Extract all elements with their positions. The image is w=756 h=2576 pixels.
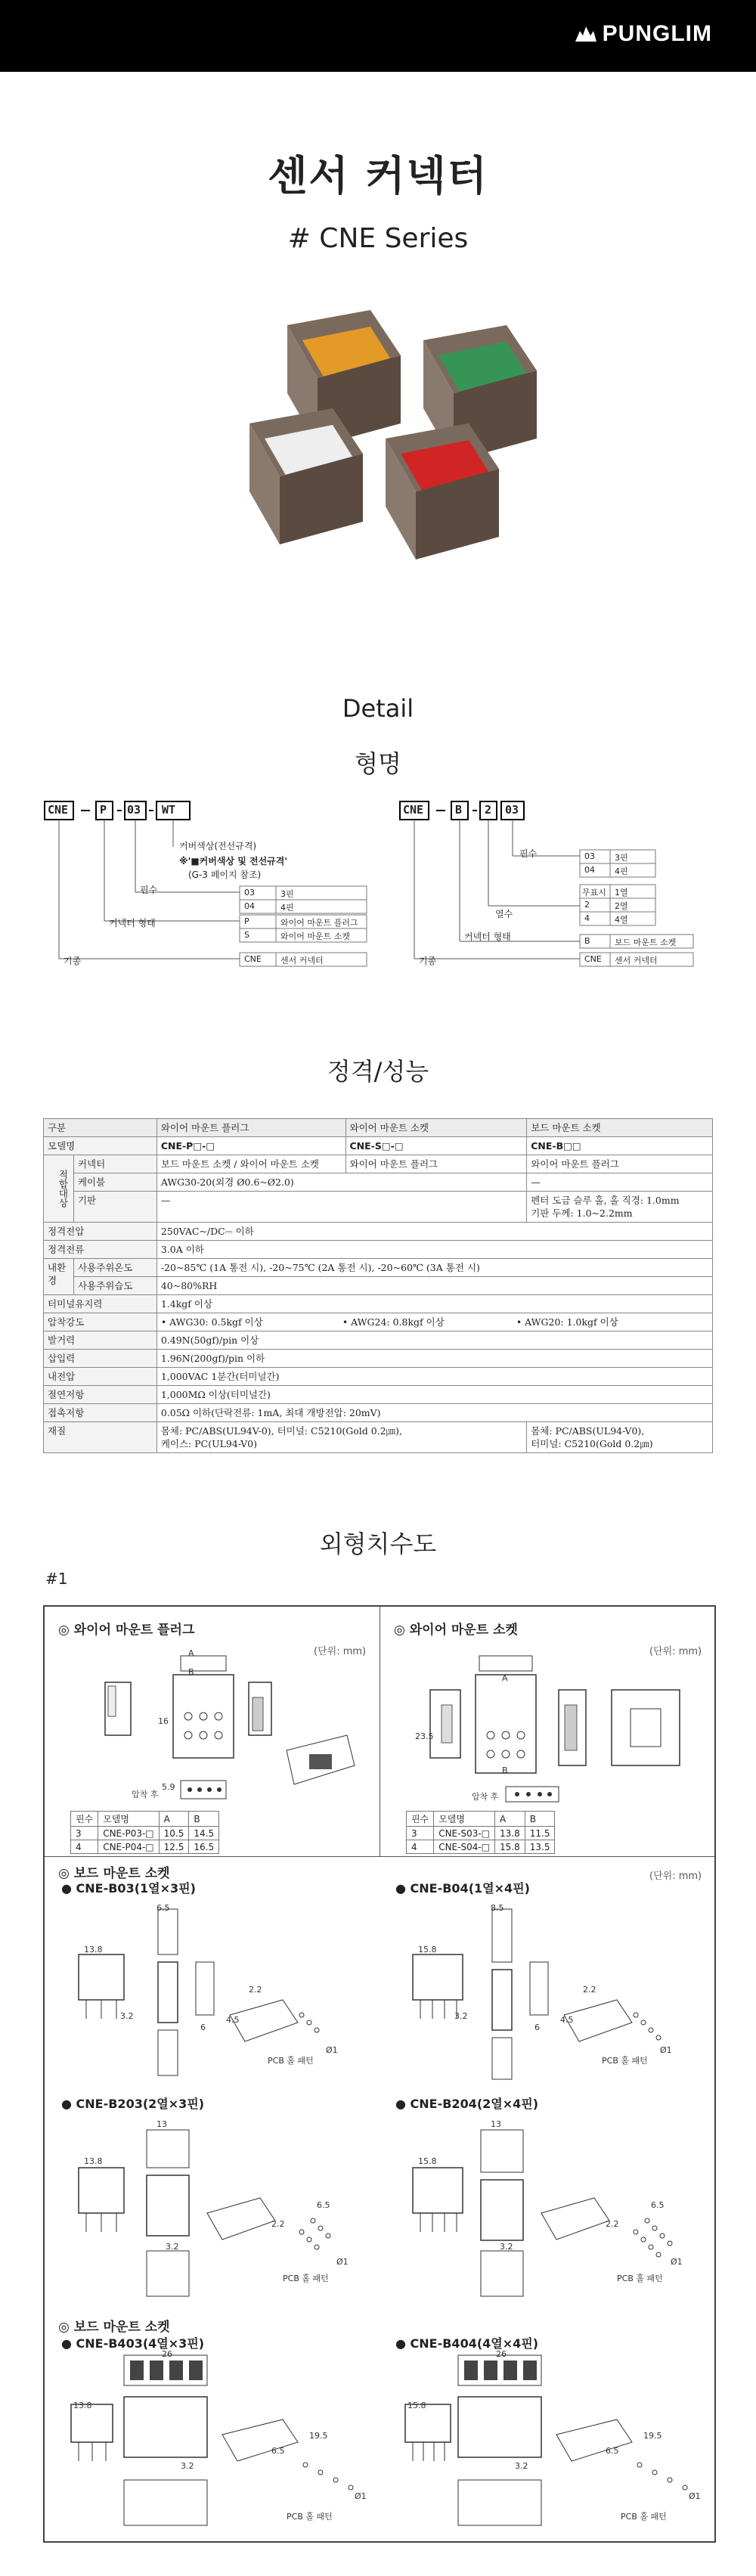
socket-drawing — [423, 1652, 702, 1803]
dim-label: 4.5 — [226, 2015, 240, 2025]
dim-label: 2.2 — [583, 1985, 596, 1995]
dim-label: 8.5 — [491, 1903, 504, 1913]
dim-label: 15.8 — [418, 1945, 437, 1954]
model-right-lines — [398, 794, 716, 990]
base-label: 기종 — [64, 956, 82, 966]
table-cell: 12.5 — [159, 1840, 189, 1854]
spec-label: 정격전압 — [44, 1223, 157, 1241]
spec-cell: CNE-S□-□ — [345, 1137, 527, 1155]
spec-label: 정격전류 — [44, 1241, 157, 1259]
pcb-label: PCB 홀 패턴 — [621, 2512, 667, 2522]
spec-cell: -20~85℃ (1A 통전 시), -20~75℃ (2A 통전 시), -20~60℃ (3A 통전 시) — [156, 1259, 712, 1277]
pins-label: 핀수 — [519, 848, 538, 859]
section-divider — [45, 1856, 714, 1857]
b03-drawing — [64, 1902, 366, 2083]
socket-dim-235: 23.5 — [415, 1731, 434, 1741]
hole-label: Ø1 — [336, 2257, 349, 2267]
b404-drawing — [398, 2351, 708, 2533]
plug-dim-59: 5.9 — [162, 1782, 175, 1792]
spec-label: 사용주위습도 — [73, 1277, 156, 1295]
spec-cell: 1.4kgf 이상 — [156, 1295, 712, 1313]
spec-cell: 와이어 마운트 플러그 — [345, 1155, 527, 1173]
cover-note1: ※'■커버색상 및 전선규격' — [179, 856, 288, 866]
spec-label: 내전압 — [44, 1368, 157, 1386]
spec-cell: CNE-P□-□ — [156, 1137, 345, 1155]
pins-code: 03 — [584, 851, 595, 861]
table-row — [44, 1137, 713, 1155]
spec-label: 적합대상 — [44, 1155, 74, 1223]
cover-note2: (G-3 페이지 참조) — [188, 870, 262, 880]
rows-desc: 2열 — [615, 901, 628, 911]
rows-code: 무표시 — [582, 888, 606, 897]
base-code: CNE — [244, 954, 262, 964]
spec-cell-line: 펜터 도금 슬루 홀, 홀 직경: 1.0mm — [531, 1195, 680, 1206]
spec-cell — [156, 1422, 526, 1453]
dim-label: 13.8 — [73, 2401, 92, 2410]
hole-label: Ø1 — [355, 2491, 367, 2501]
punglim-logo-icon — [574, 25, 596, 43]
dim-label: 6.5 — [271, 2446, 285, 2456]
table-cell: CNE-P03-□ — [98, 1827, 159, 1840]
product-photo — [212, 295, 559, 582]
plug-panel-title: ◎ 와이어 마운트 플러그 — [58, 1623, 195, 1638]
dim-label: 6 — [200, 2023, 206, 2032]
code-p: P — [100, 803, 107, 817]
dim-label: 3.2 — [166, 2242, 179, 2252]
table-row — [44, 1155, 713, 1173]
spec-cell: AWG30-20(외경 Ø0.6~Ø2.0) — [156, 1173, 526, 1192]
dim-label: 26 — [162, 2349, 172, 2359]
dim-label: 19.5 — [309, 2431, 328, 2441]
after-crimp-label: 압착 후 — [472, 1792, 499, 1802]
plug-dim-table — [70, 1811, 219, 1854]
dim-label: 13.8 — [84, 1945, 103, 1954]
unit-label: (단위: mm) — [649, 1871, 702, 1882]
rows-code: 2 — [584, 900, 590, 910]
model-code-right — [398, 794, 716, 990]
brand-logo[interactable] — [574, 21, 712, 47]
spec-cell: 보드 마운트 소켓 / 와이어 마운트 소켓 — [156, 1155, 345, 1173]
table-cell: 4 — [407, 1840, 434, 1854]
rows-desc: 4열 — [615, 915, 628, 925]
spec-header: 보드 마운트 소켓 — [527, 1119, 713, 1137]
white-connector — [249, 408, 363, 544]
top-bar — [0, 0, 756, 72]
pcb-label: PCB 홀 패턴 — [283, 2274, 329, 2283]
spec-header: 구분 — [44, 1119, 157, 1137]
model-code-left — [43, 794, 376, 990]
table-row — [44, 1277, 713, 1295]
spec-cell: 0.49N(50gf)/pin 이상 — [156, 1331, 712, 1350]
detail-heading: Detail — [342, 694, 414, 723]
table-row — [44, 1223, 713, 1241]
item-b203: ● CNE-B203(2열×3핀) — [61, 2097, 205, 2111]
spec-label: 커넥터 — [73, 1155, 156, 1173]
dim-label: 6.5 — [317, 2200, 330, 2210]
table-row — [44, 1331, 713, 1350]
brand-name: PUNGLIM — [602, 21, 712, 46]
spec-cell-line: 케이스: PC(UL94-V0) — [160, 1438, 257, 1449]
spec-label: 기판 — [73, 1192, 156, 1223]
table-cell: 3 — [407, 1827, 434, 1840]
table-row — [44, 1241, 713, 1259]
spec-cell: CNE-B□□ — [527, 1137, 713, 1155]
item-b403: ● CNE-B403(4열×3핀) — [61, 2336, 205, 2351]
spec-label: 터미널유지력 — [44, 1295, 157, 1313]
dim-label: 4.5 — [560, 2015, 574, 2025]
table-head: 핀수 — [407, 1812, 434, 1827]
code-03: 03 — [127, 803, 141, 817]
item-b204: ● CNE-B204(2열×4핀) — [395, 2097, 539, 2111]
dim-label: 3.2 — [181, 2461, 194, 2471]
series-subtitle: # CNE Series — [287, 223, 469, 254]
dim-label: 13 — [156, 2119, 167, 2129]
rows-label: 열수 — [495, 909, 513, 919]
table-row — [44, 1404, 713, 1422]
hole-label: Ø1 — [660, 2045, 672, 2055]
dim-label: 13.8 — [84, 2156, 103, 2166]
table-head: A — [495, 1812, 525, 1827]
spec-label: 삽입력 — [44, 1350, 157, 1368]
item-b04: ● CNE-B04(1열×4핀) — [395, 1881, 530, 1896]
spec-label: 압착강도 — [44, 1313, 157, 1331]
b403-drawing — [64, 2351, 373, 2533]
hole-label: Ø1 — [689, 2491, 701, 2501]
pcb-label: PCB 홀 패턴 — [602, 2056, 648, 2066]
plug-dim-a: A — [188, 1648, 194, 1658]
spec-label: 발거력 — [44, 1331, 157, 1350]
dim-label: 3.2 — [515, 2461, 528, 2471]
table-head: 모델명 — [434, 1812, 495, 1827]
cover-label: 커버색상(전선규격) — [179, 841, 257, 851]
model-heading: 형명 — [355, 749, 401, 778]
type-code: S — [244, 930, 249, 940]
table-row — [44, 1350, 713, 1368]
pcb-label: PCB 홀 패턴 — [287, 2512, 333, 2522]
dim-label: 6 — [534, 2023, 540, 2032]
type-desc: 와이어 마운트 소켓 — [280, 932, 351, 941]
dim-label: 6.5 — [606, 2446, 619, 2456]
spec-cell: 1,000VAC 1분간(터미널간) — [156, 1368, 712, 1386]
socket-dim-table — [406, 1811, 555, 1854]
spec-cell: — — [527, 1173, 713, 1192]
spec-label: 케이블 — [73, 1173, 156, 1192]
spec-header: 와이어 마운트 소켓 — [345, 1119, 527, 1137]
dim-label: 2.2 — [606, 2219, 619, 2229]
type-label: 커넥터 형태 — [464, 932, 511, 942]
table-head: B — [189, 1812, 219, 1827]
b04-drawing — [398, 1902, 700, 2083]
plug-drawing — [98, 1652, 370, 1803]
hole-label: Ø1 — [326, 2045, 338, 2055]
table-head: 핀수 — [71, 1812, 98, 1827]
table-row — [44, 1119, 713, 1137]
table-cell: 15.8 — [495, 1840, 525, 1854]
crimp-awg20: • AWG20: 1.0kgf 이상 — [516, 1316, 618, 1328]
dim-label: 3.2 — [500, 2242, 513, 2252]
spec-label: 재질 — [44, 1422, 157, 1453]
hole-label: Ø1 — [671, 2257, 683, 2267]
crimp-awg24: • AWG24: 0.8kgf 이상 — [342, 1316, 445, 1328]
dim-label: 15.8 — [418, 2156, 437, 2166]
spec-cell: 1,000MΩ 이상(터미널간) — [156, 1386, 712, 1404]
type-desc: 보드 마운트 소켓 — [615, 938, 677, 947]
page-title: 센서 커넥터 — [268, 152, 488, 200]
table-row — [44, 1173, 713, 1192]
dim-label: 2.2 — [249, 1985, 262, 1995]
table-head: B — [525, 1812, 555, 1827]
dim-label: 19.5 — [643, 2431, 662, 2441]
code-2: 2 — [485, 803, 492, 817]
spec-label: 절연저항 — [44, 1386, 157, 1404]
type-code: P — [244, 916, 249, 926]
type-desc: 와이어 마운트 플러그 — [280, 918, 358, 928]
base-desc: 센서 커넥터 — [280, 956, 324, 966]
rows-desc: 1열 — [615, 888, 628, 897]
table-head: A — [159, 1812, 189, 1827]
spec-cell: — — [156, 1192, 526, 1223]
item-b404: ● CNE-B404(4열×4핀) — [395, 2336, 539, 2351]
base-desc: 센서 커넥터 — [615, 956, 658, 966]
spec-label: 내환경 — [44, 1259, 74, 1295]
unit-label: (단위: mm) — [649, 1646, 702, 1657]
dim-label: 3.2 — [120, 2011, 134, 2021]
spec-cell-line: 터미널: C5210(Gold 0.2㎛) — [531, 1438, 653, 1449]
pcb-label: PCB 홀 패턴 — [617, 2274, 663, 2283]
spec-cell — [527, 1422, 713, 1453]
pins-desc: 4핀 — [280, 903, 294, 913]
dim-label: 3.2 — [454, 2011, 468, 2021]
item-b03: ● CNE-B03(1열×3핀) — [61, 1881, 196, 1896]
pins-desc: 3핀 — [615, 853, 628, 863]
dimension-index: #1 — [45, 1570, 68, 1588]
table-cell: 14.5 — [189, 1827, 219, 1840]
board-panel-title: ◎ 보드 마운트 소켓 — [58, 1866, 170, 1881]
pins-code: 04 — [584, 865, 595, 875]
spec-cell: 250VAC~/DC⎓ 이하 — [156, 1223, 712, 1241]
spec-cell — [527, 1192, 713, 1223]
unit-label: (단위: mm) — [314, 1646, 367, 1657]
spec-cell: 40~80%RH — [156, 1277, 712, 1295]
spec-cell — [156, 1313, 712, 1331]
after-crimp-label: 압착 후 — [132, 1790, 159, 1799]
code-cne: CNE — [48, 803, 69, 817]
table-head: 모델명 — [98, 1812, 159, 1827]
red-connector — [386, 423, 499, 560]
code-03: 03 — [505, 803, 519, 817]
spec-label: 접촉저항 — [44, 1404, 157, 1422]
pins-desc: 3핀 — [280, 889, 294, 899]
dimension-heading: 외형치수도 — [319, 1530, 437, 1558]
model-left-lines — [43, 794, 376, 990]
spec-cell: 와이어 마운트 플러그 — [527, 1155, 713, 1173]
board-panel-title-2: ◎ 보드 마운트 소켓 — [58, 2320, 170, 2335]
socket-panel-title: ◎ 와이어 마운트 소켓 — [394, 1623, 518, 1638]
type-label: 커넥터 형태 — [109, 918, 156, 928]
table-cell: 11.5 — [525, 1827, 555, 1840]
code-wt: WT — [162, 803, 176, 817]
spec-heading: 정격/성능 — [327, 1057, 429, 1086]
spec-label: 사용주위온도 — [73, 1259, 156, 1277]
spec-cell: 1.96N(200gf)/pin 이하 — [156, 1350, 712, 1368]
table-cell: CNE-S03-□ — [434, 1827, 495, 1840]
table-row — [44, 1313, 713, 1331]
table-cell: 3 — [71, 1827, 98, 1840]
base-code: CNE — [584, 954, 602, 964]
plug-dim-b: B — [188, 1667, 194, 1677]
spec-header: 와이어 마운트 플러그 — [156, 1119, 345, 1137]
table-row — [44, 1295, 713, 1313]
table-row — [44, 1368, 713, 1386]
code-b: B — [455, 803, 463, 817]
spec-cell: 3.0A 이하 — [156, 1241, 712, 1259]
base-label: 기종 — [419, 956, 437, 966]
socket-dim-b: B — [502, 1765, 508, 1775]
pcb-label: PCB 홀 패턴 — [268, 2056, 314, 2066]
table-cell: 13.8 — [495, 1827, 525, 1840]
rows-code: 4 — [584, 913, 590, 923]
table-cell: 10.5 — [159, 1827, 189, 1840]
table-cell: CNE-S04-□ — [434, 1840, 495, 1854]
pins-code: 03 — [244, 888, 255, 897]
spec-cell-line: 기판 두께: 1.0~2.2mm — [531, 1207, 633, 1219]
spec-cell-line: 몸체: PC/ABS(UL94-V0), — [531, 1425, 645, 1437]
pins-label: 핀수 — [140, 885, 158, 895]
dim-label: 2.2 — [271, 2219, 285, 2229]
spec-table — [43, 1118, 713, 1453]
pins-desc: 4핀 — [615, 866, 628, 876]
spec-cell-line: 몸체: PC/ABS(UL94V-0), 터미널: C5210(Gold 0.2㎛), — [160, 1425, 402, 1437]
code-cne: CNE — [403, 803, 424, 817]
spec-cell: 0.05Ω 이하(단락전류: 1mA, 최대 개방전압: 20mV) — [156, 1404, 712, 1422]
pins-code: 04 — [244, 901, 255, 911]
table-row — [44, 1192, 713, 1223]
table-cell: 13.5 — [525, 1840, 555, 1854]
dim-label: 15.8 — [407, 2401, 426, 2410]
dimension-frame — [43, 1605, 716, 2543]
plug-dim-16: 16 — [158, 1716, 169, 1726]
dim-label: 13 — [491, 2119, 501, 2129]
crimp-awg30: • AWG30: 0.5kgf 이상 — [160, 1316, 263, 1328]
dim-label: 6.5 — [651, 2200, 665, 2210]
table-row — [44, 1386, 713, 1404]
table-row — [44, 1422, 713, 1453]
type-code: B — [584, 936, 590, 946]
table-cell: 4 — [71, 1840, 98, 1854]
socket-dim-a: A — [502, 1673, 508, 1683]
table-row — [44, 1259, 713, 1277]
spec-label: 모델명 — [44, 1137, 157, 1155]
dim-label: 6.5 — [156, 1903, 170, 1913]
table-cell: CNE-P04-□ — [98, 1840, 159, 1854]
dim-label: 26 — [496, 2349, 507, 2359]
table-cell: 16.5 — [189, 1840, 219, 1854]
